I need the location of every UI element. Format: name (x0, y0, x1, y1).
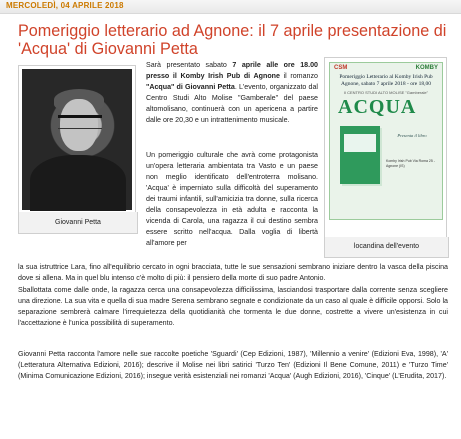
date-header-bar (0, 0, 461, 14)
intro-text-1: Sarà presentato sabato (146, 61, 233, 69)
poster-presenta: Presenta il libro (397, 133, 427, 138)
paragraph-bibliography: Giovanni Petta racconta l'amore nelle sue raccolte poetiche 'Sguardi' (Cep Edizioni, 1987), 'Millennio a venire' (Edizioni Eva, 1998), 'A' (Letteratura Alternativa Edizioni, 2016); descrive il Molise nei libri satirici 'Turzo Ten' (Edizioni Il Bene Comune, 2011) e 'Turzo Time' (Minima Comunicazione Edizioni, 2016); insegue verità esistenziali nei romanzi 'Acqua' (Augh Edizioni, 2016), 'Cinque' (L'Erudita, 2017). (18, 350, 448, 380)
intro-text-3: . L'evento, organizzato dal Centro Studi Alto Molise "Gamberale" del paese altomolisano, continuerà con un apericena a partire dalle ore 20,30 e un intrattenimento musicale. (146, 83, 318, 124)
event-poster-image (329, 62, 443, 220)
author-photo-image (22, 69, 132, 210)
poster-subtitle: Il CENTRO STUDI ALTO MOLISE "Gamberale" (343, 90, 429, 95)
author-photo[interactable] (18, 65, 136, 214)
poster-book-cover (340, 126, 380, 184)
intro-bold-1: 7 aprile alle ore 18.00 presso il Komby Irish Pub di Agnone (146, 61, 318, 80)
photo-glasses-shape (58, 115, 102, 129)
paragraph-plot-continued: la sua istruttrice Lara, fino all'equilibrio cercato in ogni bracciata, tutte le sue sensazioni sembrano iniziare dentro la vasca della piscina dove si allena. Ma in quel blu intenso c'è molto di più: il pensiero della morte di suo padre Antonio. (18, 263, 448, 282)
intro-bold-2: "Acqua" di Giovanni Petta (146, 83, 235, 91)
poster-logo-right: KOMBY (415, 65, 438, 71)
event-poster-caption: locandina dell'evento (324, 237, 449, 258)
poster-book-title: ACQUA (338, 96, 417, 118)
paragraph-plot: Un pomeriggio culturale che avrà come protagonista un'opera letteraria ambientata tra Vasto e un paese non meglio identificato dell'entroterra molisano. 'Acqua' è imperniato sulla difficoltà del superamento dei traumi infantili, sull'amicizia tra donne, sulla ricerca della consapevolezza in età adulta e racconta la vicenda di Carola, una ragazza il cui destino sembra essere scritto nell'acqua. Dalla voglia di libertà all'amore per (146, 151, 318, 247)
photo-body-shape (30, 155, 126, 211)
author-photo-caption: Giovanni Petta (18, 212, 138, 234)
poster-logo-left: CSM (334, 65, 348, 71)
poster-title: Pomeriggio Letterario al Komby Irish Pub Agnone, sabato 7 aprile 2018 - ore 18,00 (339, 74, 433, 87)
post-date: MERCOLEDÌ, 04 APRILE 2018 (6, 1, 124, 10)
intro-text-2: il romanzo (279, 72, 318, 80)
event-poster[interactable] (324, 57, 447, 239)
post-title[interactable]: Pomeriggio letterario ad Agnone: il 7 aprile presentazione di 'Acqua' di Giovanni Petta (18, 22, 447, 58)
paragraph-intro (146, 60, 318, 126)
poster-details: Komby Irish Pub Via Roma 25 - Agnone (IS) (386, 159, 435, 168)
paragraph-theme: Sballottata come dalle onde, la ragazza cerca una consapevolezza difficilissima, lasciandosi trasportare dalla corrente senza scegliere una direzione. La sua vita e quella di sua madre Serena sembrano segnate e condizionate da un caso al quale è difficile opporsi. Solo la separazione sembrerà calmare l'irrequietezza della quotidianità che tormenta le due donne, costrette a vivere un'esistenza in cui l'accettazione è l'unica possibilità di superamento. (18, 286, 448, 327)
